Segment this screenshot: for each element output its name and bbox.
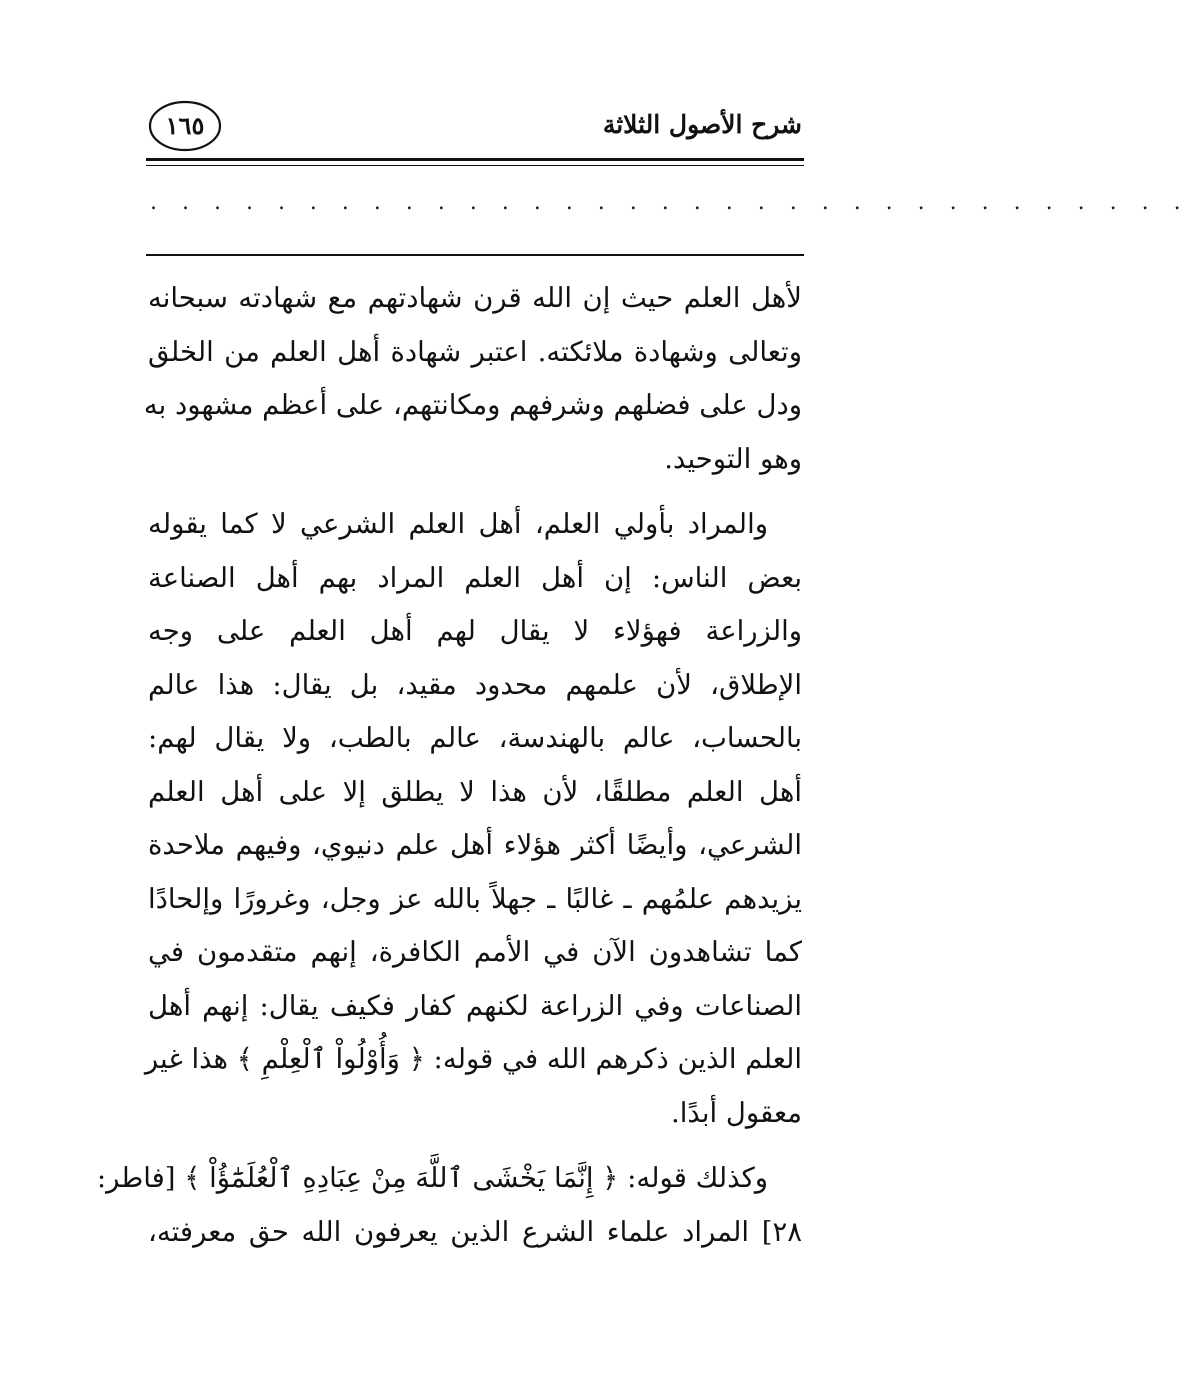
text-line: والمراد بأولي العلم، أهل العلم الشرعي لا كما يقوله [148,508,768,540]
text-line: وكذلك قوله: ﴿ إِنَّمَا يَخْشَى ٱللَّهَ مِنْ عِبَادِهِ ٱلْعُلَمَٰٓؤُاْ ﴾ [فاطر: [96,1162,768,1194]
section-rule [146,254,804,256]
page-number: ١٦٥ [165,111,205,140]
text-line: وهو التوحيد. [664,442,802,475]
text-line: العلم الذين ذكرهم الله في قوله: ﴿ وَأُوْلُواْ ٱلْعِلْمِ ﴾ هذا غير [144,1043,802,1075]
header-rule-thick [146,158,804,161]
ellipsis-separator: . . . . . . . . . . . . . . . . . . . . . . . . . . . . . . . . . [150,190,1190,215]
text-line: معقول أبدًا. [671,1096,802,1129]
text-line: يزيدهم علمُهم ـ غالبًا ـ جهلاً بالله عز وجل، وغرورًا وإلحادًا [148,882,802,915]
text-line: الشرعي، وأيضًا أكثر هؤلاء أهل علم دنيوي، وفيهم ملاحدة [148,829,802,861]
text-line: لأهل العلم حيث إن الله قرن شهادتهم مع شهادته سبحانه [148,282,802,314]
text-line: ودل على فضلهم وشرفهم ومكانتهم، على أعظم مشهود به [143,389,802,421]
paragraph-gap [148,1140,802,1152]
body-text [96,272,802,1259]
text-line: كما تشاهدون الآن في الأمم الكافرة، إنهم متقدمون في [148,936,802,968]
page-number-badge [148,100,222,152]
text-line: والزراعة فهؤلاء لا يقال لهم أهل العلم على وجه [148,615,802,647]
text-line: وتعالى وشهادة ملائكته. اعتبر شهادة أهل العلم من الخلق [148,335,802,368]
text-line: بالحساب، عالم بالهندسة، عالم بالطب، ولا يقال لهم: [148,722,802,754]
header-rule-thin [146,165,804,166]
text-line: أهل العلم مطلقًا، لأن هذا لا يطلق إلا على أهل العلم [148,775,802,808]
text-line: الإطلاق، لأن علمهم محدود مقيد، بل يقال: هذا عالم [148,668,802,701]
text-line: بعض الناس: إن أهل العلم المراد بهم أهل الصناعة [148,561,802,594]
text-line: الصناعات وفي الزراعة لكنهم كفار فكيف يقال: إنهم أهل [148,989,802,1022]
running-title: شرح الأصول الثلاثة [602,110,802,139]
text-line: ٢٨] المراد علماء الشرع الذين يعرفون الله حق معرفته، [148,1215,802,1248]
paragraph-gap [148,486,802,498]
